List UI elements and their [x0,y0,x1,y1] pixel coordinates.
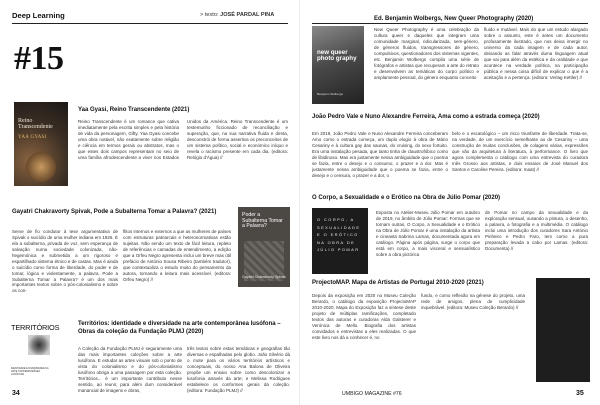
cover-title-gayatri: Poder a Subalterna Tomar a Palavra? [242,212,283,230]
heading-vale-ferreira: João Pedro Vale e Nuno Alexandre Ferreira, Ama como a estrada começa (2020) [312,114,540,120]
book-cover-yaa-gyasi [14,102,68,186]
book-cover-territorios [10,322,68,386]
right-page [300,0,600,405]
cover-subtitle-territorios: IDENTIDADE E DIVERSIDADE NA ARTE CONTEMPORÂNEA LUSÓFONA [11,367,49,376]
cover-author-newqueer: Benjamin Wolbergs [317,92,343,96]
book-cover-gayatri-spivak [238,207,290,287]
body-projectomap-col1: Depois da exposição em 2020 no Museu Coleção Berardo, o catálogo da exposição ProjectoMAP 2010-2020. Mapa do Exposição faz a síntese deste projeto de múltiplas ramificações, completado textos das autoras e curadoras Alda Galsterer e Verónica de Mello. Biografia dos artistas convidados e entrevistas a eles realizadas. O que este livro nos dá a conhecer é, no [312,293,416,340]
body-wolbergs-col2: fluido e mutável. Mais do que um estudo alargado sobre o assunto, este é antes um documento profusamente ilustrado, que nos deixa imergir no universo da cada imagem e de cada autor, deixando as falar através duma linguagem atual que vai para além da estética e da oralidade e que acontece na verdade política, na participação pública e nessa coisa difícil de explicar o que é a aceitação e a pertença. (editora: Verlag Kettler) // [484,27,588,80]
body-territorios-col1: A Coleção da Fundação PLMJ é seguramente uma das mais importantes coleções sobre a arte lusófona. E estudar as artes visuais sob o ponto de vista do colonialismo e do pós-colonialismo lusófono obriga a uma passagem por esta coleção. Territórios... é um importante contributo nesse sentido, ao reunir, para além dum considerável manancial de imagens e obras, [78,346,182,393]
page-number-right: 35 [576,390,584,397]
book-cover-projectomap [536,278,590,382]
book-cover-new-queer-photography [312,26,364,104]
body-corpo-col1: Exposta no Atelier-Museu Júlio Pomar em outubro de 2019, no âmbito de Júlio Pomar: Formas que se tornam outras, O Corpo, a Sexualidade e o Erótico na Obra de Júlio Pomar é uma instalação da artista e cineasta Sabrina Lamas, documentada agora em catálogo. Página após página, surge o corpo que está em corpo, a mais visceral e sensualístico sobre a obra pictórica [376,210,480,257]
cover-title-yaa: Reino Transcendente [18,118,53,131]
body-wolbergs-col1: New Queer Photography é uma celebração da cultura queer e daqueles que integram uma comunidade marginal, ridicularizada, sem-género, de géneros fluidos, transgressores de género, compulsivos, questionadores dos sistemas vigentes, etc. Benjamin Wolbergs compila uma série de fotógrafos e artistas que recuperam a arte do retrato e desenvolvem as temáticas do corpo político e amplamente pessoal, do género enquanto conceito [374,27,479,80]
issue-number: #15 [14,40,64,77]
body-territorios-col2: três textos sobre estas temáticas e geografias tão diversas e espalhadas pelo globo. João Silvério dá o mote para os vários territórios artísticos e conceptuais, do nosso Ana Balona de Oliveira propõe um ensaio sobre como descolonizar a lusofonia através da arte; e Melissa Rodrigues estabelece os conformes gerais da coleção. (editora: Fundação PLMJ) // [187,346,290,393]
body-vale-ferreira-col1: Em 2019, João Pedro Vale e Nuno Alexandre Ferreira conceberam Amo como o estrada começa, um duplo elogio à obra de Mário Cesariny e à cultura gay das saunas, do cruising, do sexo fortuito. Era uma instalação pesada, que tanto tinha de claustrofóbico como de libidinoso. Mas era justamente nessa ambiguidade que o poema se fazia, entre o desejo e o consumo, o prazer e a dor. Mas é justamente nessa ambiguidade que o poema se fazia, entre o desejo e o censura, o prazer e a dor, o [312,131,448,178]
cover-title-newqueer: new queer photo graphy [317,49,357,63]
magazine-name: UMBIGO MAGAZINE #76 [342,391,402,397]
book-cover-o-corpo [312,208,368,274]
cover-title-corpo: O CORPO, A SEXUALIDADE E O ERÓTICO NA OBRA DE JÚLIO POMAR [317,217,361,253]
heading-territorios: Territórios: identidade e diversidade na arte contemporânea lusófona – Obras da coleção da Fundação PLMJ (2020) [78,321,281,335]
heading-wolbergs: Ed. Benjamin Wolbergs, New Queer Photography (2020) [374,16,534,22]
cover-author-yaa: YAA GYASI [18,135,47,140]
body-gayatri-spivak-col2: flitos internos e externos a que as mulheres de países com estruturas patriarcais e heteronormativas estão sujeitas. Não sendo um texto de fácil leitura, repleto de referências e camadas de entendimento, a edição que a Orfeu Negro apresenta inclui um breve mas útil prefácio de António Sousa Ribeiro (também tradutor), que contextualiza o estudo muito do pensamento da autora, tornando a leitura mais acessível. (editora: Orfeu Negro) // [123,229,231,282]
header-rule [12,23,288,24]
author-prefix: > texto: [200,12,219,18]
body-gayatri-spivak-col1: Serve de fio condutor à tese argumentativa de Spivak o suicídio de uma mulher indiana em 1926. É ela a subalterna, privada de voz, sem esperança de salvação numa sociedade colonizada, não-hegemónica e submetida a um rigoroso e espartilhado sistema étnico e de castas. Mas é ainda o suicídio como forma de liberdade, do poder e de tomar, lógica e violentamente, a palavra. Pode a Subalterna Tomar a Palavra? é um dos mais importantes textos sobre o pós-colonialismo e sobre os con- [12,229,118,294]
body-yaa-gyasi: Reino Transcendente é um romance que cativa imediatamente pela escrita simples e pela história de vida da personagem, Gifty. Yaa Gyasi concebe uma obra notável, não exatamente sobre religião e ciência em termos gerais ou abstratos, mas o que estes dois campos representam no seio de uma família afrodescendente a viver nos Estados Unidos da América. Reino Transcendente é um testemunho ficcionado de reconciliação e superação, que, na sua narrativa fluida e direta, desconstrói de forma assertiva os preconceitos de um sistema político, social e económico iníquo e revela o racismo presente em cada dia. (editora: Relógio d'Água) // [78,119,288,160]
heading-corpo: O Corpo, a Sexualidade e o Erótico na Obra de Júlio Pomar (2020) [312,195,501,201]
heading-gayatri-spivak: Gayatri Chakravorty Spivak, Pode a Subalterna Tomar a Palavra? (2021) [12,209,217,215]
body-vale-ferreira-col2: belo e o escatológico – um risco triunfante de liberdade. Trata-se, na verdade, de um exercício semelhante ao de Cesariny – uma construção de muitas conclusões, de colagens várias, expressões que vão da arquitetura à literatura, à performance. O livro que agora complementa o catálogo com uma entrevista do curadora Inês Grosso aos artistas, e dois ensaios de José Manuel dos Santos e Caroline Pereira. (editora: maat) // [452,131,588,172]
heading-yaa-gyasi: Yaa Gyasi, Reino Transcendente (2021) [78,107,190,113]
page-number-left: 34 [12,390,20,397]
heading-projectomap: ProjectoMAP. Mapa de Artistas de Portugal 2010-2020 (2021) [312,280,484,286]
cover-author-gayatri: Gayatri Chakravorty Spivak [242,275,286,279]
section-label: Deep Learning [12,11,65,20]
body-corpo-col2: de Pomar no campo da sexualidade e da exploração sensual, ousando a pintura, o desenho, a palavra, a fotografia e a multimédia. O catálogo inclui uma introdução dos curadores Sara António Pinheiro e Pedro Faro, tem como a pura preparação levada a cabo por Lamas. (editora: Documenta) // [485,210,588,251]
author-name: JOSÉ PARDAL PINA [220,12,275,18]
cover-title-territorios: TERRITÓRIOS [11,323,60,332]
author-credit [200,12,274,18]
body-projectomap-col2: fundo, e como reflexão na génese do projeto, uma rede de amigos, plena de cumplicidade inquebrável. (editora: Museu Coleção Berardo) // [421,293,525,310]
